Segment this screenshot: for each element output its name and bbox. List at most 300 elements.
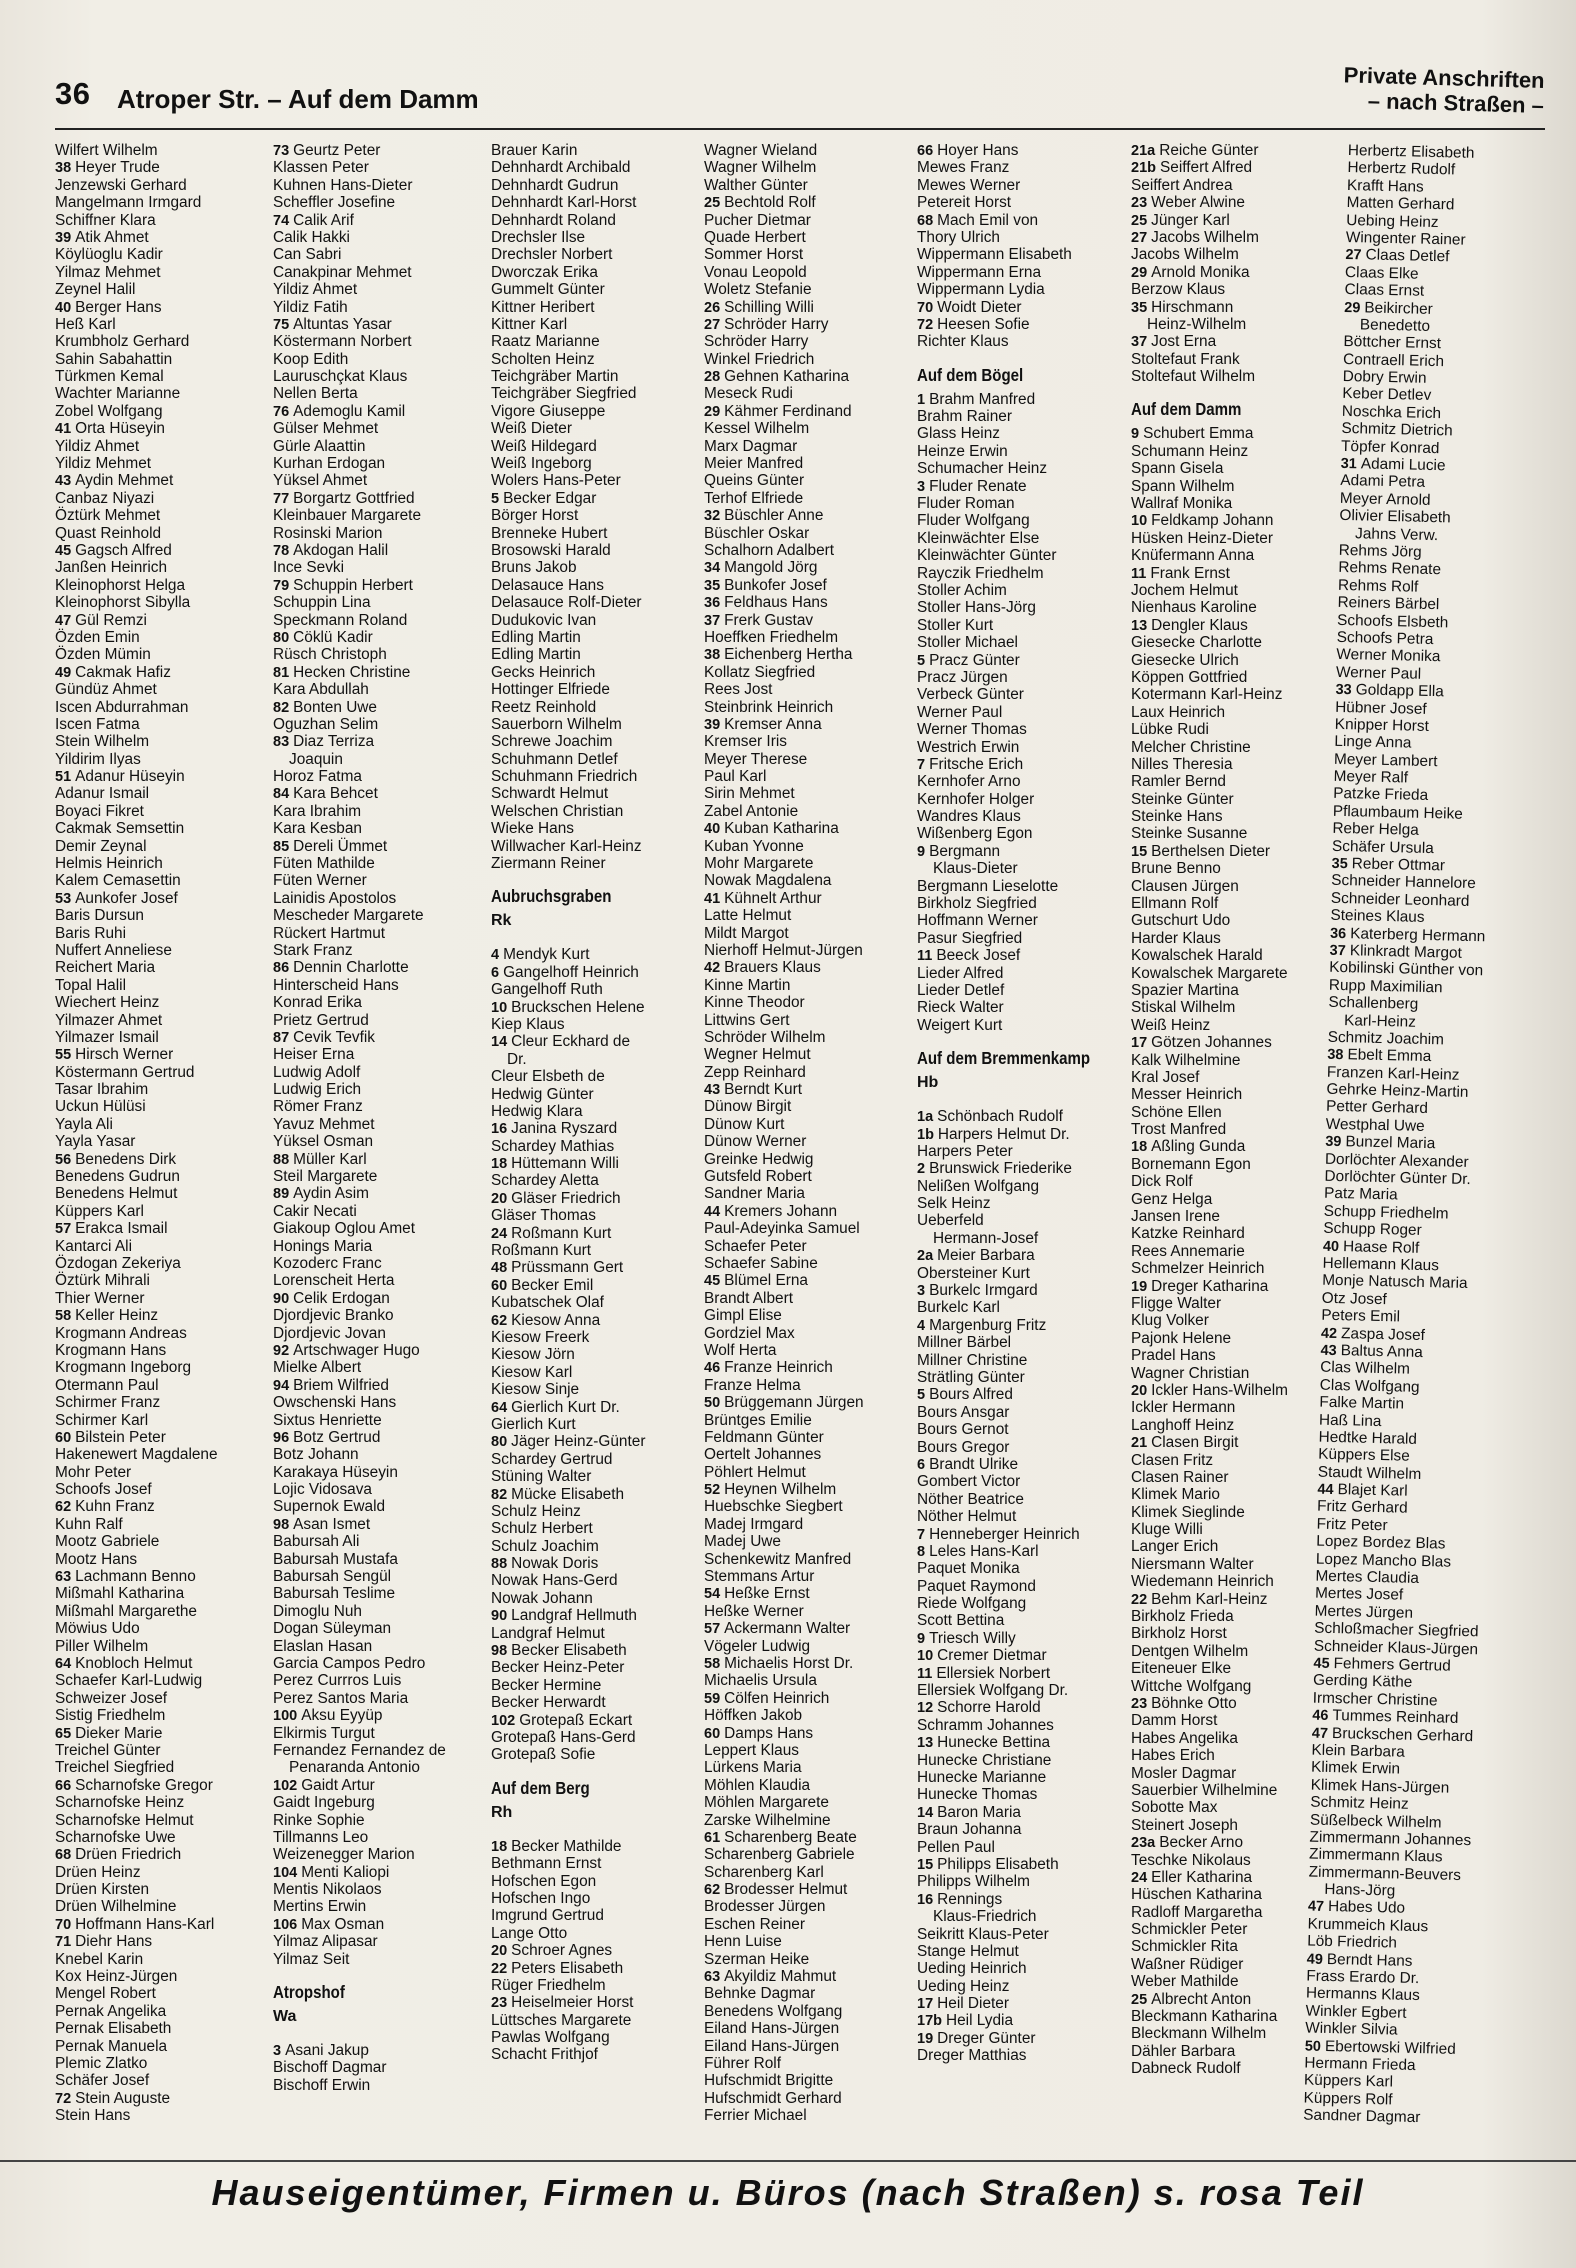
house-number: 23a xyxy=(1131,1835,1156,1852)
house-number: 24 xyxy=(1131,1869,1148,1886)
resident-entry: Contraell Erich xyxy=(1342,350,1445,370)
resident-entry xyxy=(704,1203,909,1220)
resident-entry xyxy=(704,316,909,333)
resident-entry: Nowak Hans-Gerd xyxy=(491,1572,618,1590)
resident-name: Frerk Gustav xyxy=(724,611,814,629)
resident-entry: Eiteneuer Elke xyxy=(1131,1660,1232,1678)
resident-entry: Bischoff Erwin xyxy=(273,2076,371,2094)
resident-entry: Kollatz Siegfried xyxy=(704,663,816,681)
resident-entry xyxy=(704,1829,909,1846)
house-number: 43 xyxy=(704,1082,721,1099)
resident-entry: Burkelc Karl xyxy=(917,1299,1000,1317)
resident-entry: Damm Horst xyxy=(1131,1712,1218,1730)
house-number: 47 xyxy=(55,612,72,629)
resident-entry: Hofschen Ingo xyxy=(491,1889,591,1907)
resident-entry: Canbaz Niyazi xyxy=(55,489,155,507)
resident-entry: Stein Wilhelm xyxy=(55,733,150,751)
resident-entry: Harpers Peter xyxy=(917,1142,1013,1160)
resident-entry: Schöne Ellen xyxy=(1131,1103,1222,1121)
house-number: 5 xyxy=(917,1387,926,1404)
resident-entry: Rupp Maximilian xyxy=(1328,976,1443,997)
resident-entry xyxy=(273,1516,478,1533)
resident-name: Pracz Günter xyxy=(929,651,1020,669)
resident-entry: Dehnhardt Karl-Horst xyxy=(491,194,637,212)
house-number: 21a xyxy=(1131,143,1156,159)
resident-name: Blajet Karl xyxy=(1337,1481,1408,1500)
resident-entry: Kluge Willi xyxy=(1131,1521,1203,1539)
house-number: 70 xyxy=(917,299,934,316)
resident-entry: Giesecke Ulrich xyxy=(1131,651,1239,669)
resident-name: Beeck Josef xyxy=(936,947,1021,965)
resident-entry xyxy=(55,664,260,681)
resident-entry: Sauerborn Wilhelm xyxy=(491,715,622,733)
resident-entry xyxy=(917,299,1122,316)
resident-entry: Drüen Kirsten xyxy=(55,1881,150,1899)
resident-entry xyxy=(273,699,478,716)
resident-entry: Dentgen Wilhelm xyxy=(1131,1642,1249,1660)
resident-entry: Köppen Gottfried xyxy=(1131,668,1248,686)
resident-entry: Küppers Rolf xyxy=(1303,2089,1393,2109)
resident-name: Asan Ismet xyxy=(293,1515,371,1533)
resident-entry: Elaslan Hasan xyxy=(273,1637,373,1655)
resident-entry: Paquet Raymond xyxy=(917,1577,1036,1595)
resident-entry xyxy=(704,299,909,316)
resident-name: Kremers Johann xyxy=(724,1202,838,1220)
resident-entry xyxy=(917,1317,1122,1334)
resident-entry xyxy=(273,577,478,594)
resident-entry: Stoller Hans-Jörg xyxy=(917,599,1036,617)
resident-entry: Reiners Bärbel xyxy=(1337,594,1440,614)
resident-entry: Hottinger Elfriede xyxy=(491,681,610,699)
resident-entry: Kernhofer Arno xyxy=(917,773,1021,791)
resident-entry xyxy=(704,1481,909,1498)
resident-entry-continuation: Joaquin xyxy=(289,750,343,768)
house-number: 31 xyxy=(1340,455,1358,473)
resident-entry: Nellen Berta xyxy=(273,385,358,403)
resident-entry: Steil Margarete xyxy=(273,1168,378,1186)
house-number: 25 xyxy=(1131,212,1148,229)
house-number: 19 xyxy=(917,2030,934,2047)
resident-entry: Otz Josef xyxy=(1321,1289,1387,1308)
resident-entry: Lange Otto xyxy=(491,1924,568,1942)
resident-name: Heiselmeier Horst xyxy=(511,1994,634,2012)
resident-name: Brauers Klaus xyxy=(724,959,821,977)
resident-entry: Can Sabri xyxy=(273,246,342,264)
resident-entry xyxy=(1131,512,1336,529)
resident-entry: Zepp Reinhard xyxy=(704,1063,806,1081)
resident-entry: Schenkewitz Manfred xyxy=(704,1550,852,1568)
resident-name: Mücke Elisabeth xyxy=(511,1485,625,1503)
house-number: 58 xyxy=(704,1655,721,1672)
resident-entry: Sauerbier Wilhelmine xyxy=(1131,1781,1278,1799)
resident-entry: Lüttsches Margarete xyxy=(491,2011,632,2029)
resident-name: Adami Lucie xyxy=(1360,455,1446,475)
resident-entry: Gutsfeld Robert xyxy=(704,1168,812,1186)
house-number: 5 xyxy=(491,490,500,507)
resident-entry: Heinze Erwin xyxy=(917,442,1008,460)
resident-entry: Drechsler Norbert xyxy=(491,246,613,264)
house-number: 7 xyxy=(917,756,926,773)
resident-entry xyxy=(273,1029,478,1046)
house-number: 92 xyxy=(273,1342,290,1359)
house-number: 36 xyxy=(704,595,721,612)
resident-entry: Pracz Jürgen xyxy=(917,668,1008,686)
resident-entry xyxy=(55,472,260,489)
resident-entry xyxy=(704,1359,909,1376)
page-header xyxy=(55,62,1545,130)
resident-entry: Otermann Paul xyxy=(55,1376,159,1394)
resident-entry xyxy=(55,1916,260,1933)
resident-entry xyxy=(917,316,1122,333)
resident-name: Reber Ottmar xyxy=(1351,855,1446,875)
resident-entry: Wippermann Elisabeth xyxy=(917,246,1072,264)
resident-name: Diaz Terriza xyxy=(293,733,375,751)
resident-entry: Steinke Günter xyxy=(1131,790,1234,808)
resident-entry: Brahm Rainer xyxy=(917,408,1012,426)
resident-entry: Habes Erich xyxy=(1131,1747,1215,1765)
resident-entry: Lieder Alfred xyxy=(917,964,1004,982)
resident-name: Stein Auguste xyxy=(75,2089,171,2107)
resident-entry: Steinke Hans xyxy=(1131,808,1223,826)
resident-entry: Peters Emil xyxy=(1321,1306,1401,1326)
resident-entry xyxy=(273,1342,478,1359)
resident-entry xyxy=(1131,159,1336,176)
resident-entry: Nowak Johann xyxy=(491,1589,593,1607)
resident-name: Kähmer Ferdinand xyxy=(724,402,852,420)
resident-entry: Babursah Teslime xyxy=(273,1585,396,1603)
house-number: 49 xyxy=(1306,1951,1324,1968)
resident-entry: Werner Paul xyxy=(1335,663,1422,683)
resident-entry: Yilmazer Ahmet xyxy=(55,1011,163,1029)
resident-entry: Kozoderc Franc xyxy=(273,1255,382,1272)
resident-entry: Schardey Mathias xyxy=(491,1137,615,1155)
resident-entry: Hedwig Günter xyxy=(491,1085,594,1103)
resident-entry: Boyaci Fikret xyxy=(55,802,144,820)
resident-entry: Krummeich Klaus xyxy=(1307,1915,1429,1936)
resident-entry xyxy=(917,142,1122,159)
street-heading: Auf dem Damm xyxy=(1131,399,1242,420)
resident-entry: Szerman Heike xyxy=(704,1950,810,1968)
resident-entry-continuation: Karl-Heinz xyxy=(1343,1011,1417,1031)
house-number: 58 xyxy=(55,1308,72,1325)
resident-name: Mendyk Kurt xyxy=(503,946,590,964)
resident-entry: Tasar Ibrahim xyxy=(55,1081,149,1099)
resident-name: Dengler Klaus xyxy=(1151,616,1248,634)
resident-name: Mangold Jörg xyxy=(724,559,818,577)
house-number: 6 xyxy=(491,964,500,981)
house-number: 5 xyxy=(917,652,926,669)
house-number: 13 xyxy=(1131,617,1148,634)
resident-name: Jünger Karl xyxy=(1151,211,1230,229)
resident-entry: Gutschurt Udo xyxy=(1131,912,1231,930)
house-number: 72 xyxy=(917,316,934,333)
resident-entry: Giakoup Oglou Amet xyxy=(273,1220,416,1238)
resident-name: Hüttemann Willi xyxy=(511,1155,619,1173)
resident-entry: Scharnofske Helmut xyxy=(55,1811,194,1829)
resident-entry: Fluder Roman xyxy=(917,495,1015,513)
house-number: 3 xyxy=(917,478,926,495)
resident-name: Prüssmann Gert xyxy=(511,1259,624,1277)
resident-entry: Yildirim Ilyas xyxy=(55,750,141,768)
resident-entry xyxy=(1131,1869,1336,1886)
house-number: 18 xyxy=(491,1156,508,1173)
resident-name: Becker Arno xyxy=(1159,1834,1244,1852)
resident-entry: Speckmann Roland xyxy=(273,611,408,629)
house-number: 57 xyxy=(704,1621,721,1638)
resident-entry xyxy=(55,1307,260,1324)
resident-name: Blümel Erna xyxy=(724,1272,808,1290)
resident-entry: Langer Erich xyxy=(1131,1538,1219,1556)
resident-entry: Schmitz Dietrich xyxy=(1341,420,1453,440)
resident-entry: Sahin Sabahattin xyxy=(55,350,173,368)
house-number: 20 xyxy=(491,1943,508,1960)
address-column xyxy=(491,142,696,2064)
resident-entry-continuation: Jahns Verw. xyxy=(1354,524,1439,544)
resident-name: Akdogan Halil xyxy=(293,541,389,559)
resident-name: Gehnen Katharina xyxy=(724,368,850,386)
resident-entry: Birkholz Siegfried xyxy=(917,895,1037,913)
resident-entry: Füten Werner xyxy=(273,872,367,890)
resident-entry: Wagner Wilhelm xyxy=(704,159,817,177)
resident-entry: Horoz Fatma xyxy=(273,768,362,786)
house-number: 18 xyxy=(491,1838,508,1855)
house-number: 104 xyxy=(273,1864,298,1881)
resident-entry xyxy=(917,2012,1122,2029)
resident-entry: Möhlen Margarete xyxy=(704,1794,829,1812)
resident-entry: Kleinophorst Helga xyxy=(55,576,186,594)
resident-entry xyxy=(55,542,260,559)
resident-entry: Schumann Heinz xyxy=(1131,442,1249,460)
resident-entry: Yavuz Mehmet xyxy=(273,1115,375,1133)
resident-entry: Drüen Wilhelmine xyxy=(55,1898,177,1916)
resident-name: Berthelsen Dieter xyxy=(1151,842,1271,860)
resident-entry: Landgraf Helmut xyxy=(491,1624,605,1642)
resident-name: Eller Katharina xyxy=(1151,1868,1253,1886)
resident-entry: Hermann Frieda xyxy=(1304,2054,1416,2074)
resident-entry: Brosowski Harald xyxy=(491,541,611,559)
resident-name: Cakmak Hafiz xyxy=(75,663,171,681)
house-number: 35 xyxy=(1331,855,1348,873)
resident-name: Arnold Monika xyxy=(1151,263,1250,281)
resident-name: Becker Edgar xyxy=(503,489,597,507)
resident-entry xyxy=(704,1585,909,1602)
house-number: 47 xyxy=(1311,1725,1329,1742)
resident-name: Aydin Mehmet xyxy=(75,472,174,490)
resident-entry xyxy=(491,1190,696,1207)
resident-entry: Weiß Ingeborg xyxy=(491,455,592,473)
resident-entry: Köstermann Norbert xyxy=(273,333,412,351)
house-number: 19 xyxy=(1131,1278,1148,1295)
resident-entry: Mertes Josef xyxy=(1314,1585,1404,1605)
resident-entry: Hüschen Katharina xyxy=(1131,1886,1262,1904)
resident-entry xyxy=(1131,142,1336,159)
district-code: Hb xyxy=(917,1074,939,1092)
resident-entry: Wilfert Wilhelm xyxy=(55,142,158,159)
resident-name: Frank Ernst xyxy=(1150,564,1230,582)
resident-entry: Yildiz Ahmet xyxy=(273,281,358,299)
resident-entry: Staudt Wilhelm xyxy=(1317,1463,1422,1483)
resident-entry xyxy=(1131,333,1336,350)
resident-entry xyxy=(273,785,478,802)
resident-name: Cleur Eckhard de xyxy=(511,1033,631,1051)
resident-entry: Benedens Helmut xyxy=(55,1185,178,1203)
resident-entry: Stemmans Artur xyxy=(704,1568,815,1586)
resident-entry: Yüksel Osman xyxy=(273,1133,374,1151)
resident-entry xyxy=(491,1399,696,1416)
resident-entry: Uckun Hülüsi xyxy=(55,1098,146,1116)
resident-entry: Kowalschek Harald xyxy=(1131,947,1263,965)
house-number: 47 xyxy=(1307,1899,1325,1916)
house-number: 45 xyxy=(55,542,72,559)
resident-entry: Yilmaz Alipasar xyxy=(273,1933,378,1951)
house-number: 62 xyxy=(55,1499,72,1516)
resident-entry xyxy=(55,612,260,629)
resident-entry: Mertins Erwin xyxy=(273,1898,367,1916)
house-number: 84 xyxy=(273,786,290,803)
house-number: 66 xyxy=(917,143,934,159)
resident-entry: Birkholz Frieda xyxy=(1131,1608,1234,1626)
resident-name: Lachmann Benno xyxy=(75,1568,196,1586)
resident-entry: Plemic Zlatko xyxy=(55,2054,148,2072)
resident-entry: Bleckmann Katharina xyxy=(1131,2008,1278,2026)
resident-entry: Dehnhardt Archibald xyxy=(491,159,631,177)
resident-entry: Claas Elke xyxy=(1344,263,1419,283)
resident-entry: Kalem Cemasettin xyxy=(55,872,181,890)
resident-entry: Kantarci Ali xyxy=(55,1237,132,1255)
resident-entry: Schupp Friedhelm xyxy=(1323,1202,1449,1223)
street-heading: Atropshof xyxy=(273,1982,345,2003)
resident-entry: Terhof Elfriede xyxy=(704,489,804,507)
house-number: 10 xyxy=(491,999,508,1016)
resident-name: Schönbach Rudolf xyxy=(937,1108,1063,1126)
resident-entry: Wolers Hans-Peter xyxy=(491,472,621,490)
house-number: 89 xyxy=(273,1186,290,1203)
resident-name: Knobloch Helmut xyxy=(75,1654,193,1672)
house-number: 39 xyxy=(1325,1134,1342,1151)
resident-name: Berndt Hans xyxy=(1326,1950,1413,1970)
resident-entry: Steinke Susanne xyxy=(1131,825,1248,843)
resident-entry xyxy=(917,1126,1122,1143)
resident-entry: Heßke Werner xyxy=(704,1602,804,1620)
resident-entry xyxy=(917,1856,1122,1873)
resident-entry: Führer Rolf xyxy=(704,2054,781,2072)
resident-entry: Sixtus Henriette xyxy=(273,1411,382,1429)
house-number: 21 xyxy=(1131,1435,1148,1452)
house-number: 16 xyxy=(917,1891,934,1908)
house-number: 16 xyxy=(491,1121,508,1138)
address-column xyxy=(55,142,260,2125)
resident-entry: Vonau Leopold xyxy=(704,263,807,281)
resident-entry: Bischoff Dagmar xyxy=(273,2059,387,2077)
resident-entry: Dudukovic Ivan xyxy=(491,611,597,629)
resident-entry: Steinbrink Heinrich xyxy=(704,698,834,716)
resident-entry: Iscen Abdurrahman xyxy=(55,698,189,716)
house-number: 75 xyxy=(273,316,290,333)
resident-entry: Heß Karl xyxy=(55,315,116,333)
resident-entry: Madej Irmgard xyxy=(704,1515,804,1533)
house-number: 2 xyxy=(917,1161,926,1178)
house-number: 70 xyxy=(55,1916,72,1933)
resident-entry xyxy=(704,559,909,576)
house-number: 82 xyxy=(273,699,290,716)
resident-entry: Meyer Ralf xyxy=(1333,767,1409,787)
resident-entry: Schallenberg xyxy=(1328,993,1419,1013)
resident-name: Borgartz Gottfried xyxy=(293,489,415,507)
resident-entry: Rees Annemarie xyxy=(1131,1242,1245,1260)
resident-entry: Zabel Antonie xyxy=(704,802,799,820)
resident-entry: Gecks Heinrich xyxy=(491,663,596,681)
resident-entry: Wieke Hans xyxy=(491,820,574,838)
house-number: 8 xyxy=(917,1543,926,1560)
house-number: 17 xyxy=(917,1996,934,2013)
resident-name: Nowak Doris xyxy=(511,1555,599,1573)
resident-entry: Pajonk Helene xyxy=(1131,1329,1232,1347)
resident-name: Bruckschen Helene xyxy=(511,998,645,1016)
resident-entry xyxy=(491,1942,696,1959)
resident-entry: Meier Manfred xyxy=(704,455,804,473)
resident-entry: Mohr Peter xyxy=(55,1463,132,1481)
house-number: 9 xyxy=(917,1630,926,1647)
resident-entry: Linge Anna xyxy=(1334,733,1412,752)
resident-name: Celik Erdogan xyxy=(293,1289,390,1307)
resident-entry xyxy=(55,1568,260,1585)
resident-entry: Iscen Fatma xyxy=(55,715,140,733)
resident-entry: Uebing Heinz xyxy=(1346,211,1439,231)
resident-entry: Rieck Walter xyxy=(917,999,1004,1017)
resident-entry: Ickler Hermann xyxy=(1131,1399,1236,1417)
resident-name: Feldkamp Johann xyxy=(1151,512,1274,530)
resident-name: Kremser Anna xyxy=(724,715,822,733)
resident-entry: Yildiz Mehmet xyxy=(55,455,152,473)
resident-entry: Wingenter Rainer xyxy=(1345,228,1466,249)
resident-name: Brodesser Helmut xyxy=(724,1881,848,1899)
resident-entry: Millner Bärbel xyxy=(917,1334,1012,1352)
resident-entry: Dehnhardt Gudrun xyxy=(491,176,619,194)
resident-name: Heil Dieter xyxy=(937,1995,1009,2013)
resident-entry: Möhlen Klaudia xyxy=(704,1776,811,1794)
resident-entry: Dobry Erwin xyxy=(1342,368,1427,387)
resident-entry: Zimmermann-Beuvers xyxy=(1308,1863,1462,1884)
resident-name: Bours Alfred xyxy=(929,1386,1013,1404)
resident-entry: Winkler Silvia xyxy=(1305,2019,1398,2039)
resident-name: Keller Heinz xyxy=(75,1307,159,1325)
resident-name: Eichenberg Hertha xyxy=(724,646,853,664)
house-number: 27 xyxy=(1131,229,1148,246)
resident-entry: Kotermann Karl-Heinz xyxy=(1131,686,1283,704)
resident-name: Max Osman xyxy=(301,1915,385,1933)
resident-name: Henneberger Heinrich xyxy=(929,1525,1080,1543)
resident-entry: Steinert Joseph xyxy=(1131,1816,1238,1834)
house-number: 44 xyxy=(704,1203,721,1220)
resident-name: Dieker Marie xyxy=(75,1724,163,1742)
resident-entry xyxy=(491,1712,696,1729)
resident-entry: Mosler Dagmar xyxy=(1131,1764,1237,1782)
resident-entry: Huebschke Siegbert xyxy=(704,1498,843,1516)
resident-entry: Küppers Else xyxy=(1318,1445,1410,1466)
resident-entry: Krogmann Ingeborg xyxy=(55,1359,192,1377)
resident-entry: Schäfer Ursula xyxy=(1331,837,1434,857)
resident-name: Ickler Hans-Wilhelm xyxy=(1151,1381,1288,1399)
street-heading: Auf dem Bögel xyxy=(917,364,1024,385)
resident-entry: Özden Mümin xyxy=(55,646,151,664)
house-number: 37 xyxy=(1329,942,1346,960)
resident-name: Bechtold Rolf xyxy=(724,194,816,212)
resident-entry: Clas Wilhelm xyxy=(1319,1359,1411,1379)
house-number: 32 xyxy=(704,508,721,525)
house-number: 23 xyxy=(1131,195,1148,212)
resident-entry: Schmickler Peter xyxy=(1131,1921,1248,1939)
resident-entry xyxy=(917,1456,1122,1473)
